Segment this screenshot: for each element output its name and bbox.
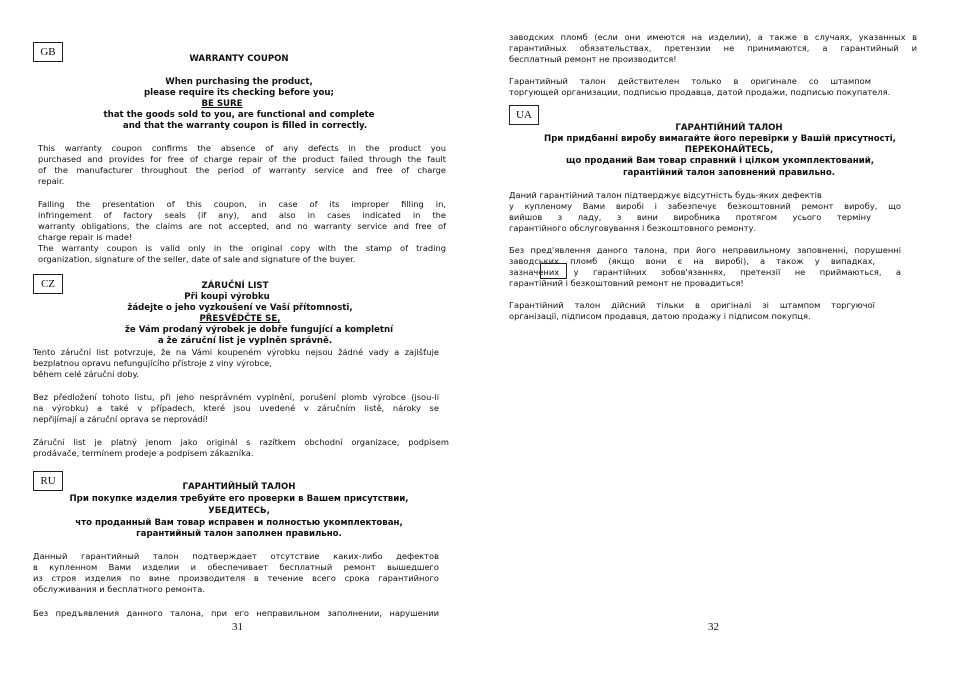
gb-line-4: that the goods sold to you, are functional and complete [103,110,375,120]
ru-line-3: что проданный Вам товар исправен и полностью укомплектован, [75,518,403,528]
cz-line-2: žádejte o jeho vyzkoušení ve Vaší přítomnosti, [127,303,353,313]
lang-badge-ru: RU [33,471,63,491]
cz-paragraph-2: Bez předložení tohoto listu, při jeho nesprávném vyplnění, porušení plomb výrobce (jsou-li na výrobku) a také v případech, které jsou uvedené v záručním listě, nároky se nepřijímají a záruční oprava se neprovádí! [33,392,439,424]
ua-paragraph-1: Даний гарантійний талон підтверджує відсутність будь-яких дефектів у купленому Вами виробі і забезпечує безкоштовний ремонт виробу, що вийшов з ладу, з вини виробника протягом усього терміну гарантійного обслуговування і безкоштовного ремонту. [509,190,901,233]
cz-line-5: a že záruční list je vyplněn správně. [157,336,333,346]
page-number-left: 31 [232,621,243,633]
cz-paragraph-3: Záruční list je platný jenom jako originál s razítkem obchodní organizace, podpisem prodávače, termínem prodeje a podpisem zákazníka. [33,437,449,458]
lang-badge-cz: CZ [33,274,63,294]
cz-paragraph-1: Tento záruční list potvrzuje, že na Vámi koupeném výrobku nejsou žádné vady a zajišťuje bezplatnou opravu nefungujícího přístroje z viny výrobce, během celé záruční doby. [33,347,439,379]
ru-line-1: При покупке изделия требуйте его проверки в Вашем присутствии, [69,494,409,504]
lang-badge-gb: GB [33,42,63,62]
highlight-box [540,263,567,279]
ua-line-2: ПЕРЕКОНАЙТЕСЬ, [684,145,774,155]
ru-line-2: УБЕДИТЕСЬ, [208,506,270,516]
ua-line-1: При придбанні виробу вимагайте його перевірки у Вашій присутності, [544,134,896,144]
ua-paragraph-3: Гарантійний талон дійсний тільки в оригіналі зі штампом торгуючої організації, підписом продавця, датою продажу і підписом покупця. [509,300,875,321]
ru-paragraph-1: Данный гарантийный талон подтверждает отсутствие каких-либо дефектов в купленном Вами изделии и обеспечивает бесплатный ремонт вышедшего из строя изделия по вине производителя в течение всего срока гарантийного обслуживания и бесплатного ремонта. [33,551,439,594]
ru-continued-paragraph: заводских пломб (если они имеются на изделии), а также в случаях, указанных в гарантийных обязательствах, претензии не принимаются, а гарантийный и бесплатный ремонт не производится! [509,32,917,64]
cz-line-1: Při koupi výrobku [184,292,270,302]
ua-title: ГАРАНТІЙНИЙ ТАЛОН [675,123,783,133]
ua-line-4: гарантійний талон заповнений правильно. [623,168,835,178]
gb-paragraph-1: This warranty coupon confirms the absence of any defects in the product you purchased and provides for free of charge repair of the product failed through the fault of the manufacturer throughout the period of warranty service and free of charge repair. [38,143,446,186]
gb-paragraph-2: Failing the presentation of this coupon, in case of its improper filling in, infringement of factory seals (if any), and also in cases indicated in the warranty obligations, the claims are not accepted, and no warranty service and free of charge repair is made! The warranty coupon is valid only in the original copy with the stamp of trading organization, signature of the seller, date of sale and signature of the buyer. [38,199,446,264]
ru-title: ГАРАНТИЙНЫЙ ТАЛОН [182,482,296,492]
cz-line-4: že Vám prodaný výrobek je dobře fungující a kompletní [124,325,394,335]
cz-line-3: PŘESVĚDČTE SE, [199,314,281,324]
ru-line-4: гарантийный талон заполнен правильно. [136,529,342,539]
lang-badge-ua: UA [509,105,539,125]
cz-title: ZÁRUČNÍ LIST [201,281,269,291]
ua-line-3: що проданий Вам товар справний і цілком укомплектований, [565,156,875,166]
gb-line-2: please require its checking before you; [144,88,334,98]
gb-title: WARRANTY COUPON [189,54,289,64]
gb-line-1: When purchasing the product, [165,77,313,87]
gb-line-5: and that the warranty coupon is filled in correctly. [122,121,368,131]
page-number-right: 32 [708,621,719,633]
gb-line-3: BE SURE [201,99,243,109]
ru-paragraph-2: Без предъявления данного талона, при его неправильном заполнении, нарушении [33,608,439,618]
ua-paragraph-2: Без пред'явлення даного талона, при його неправильному заповненні, порушенні заводських пломб (якщо вони є на виробі), а також у випадках, зазначених у гарантійних зобов'язаннях, претензії не приймаються, а гарантійний і безкоштовний ремонт не провадиться! [509,245,901,288]
ru-continued-paragraph-2: Гарантийный талон действителен только в оригинале со штампом торгующей организации, подписью продавца, датой продажи, подписью покупателя. [509,76,891,97]
